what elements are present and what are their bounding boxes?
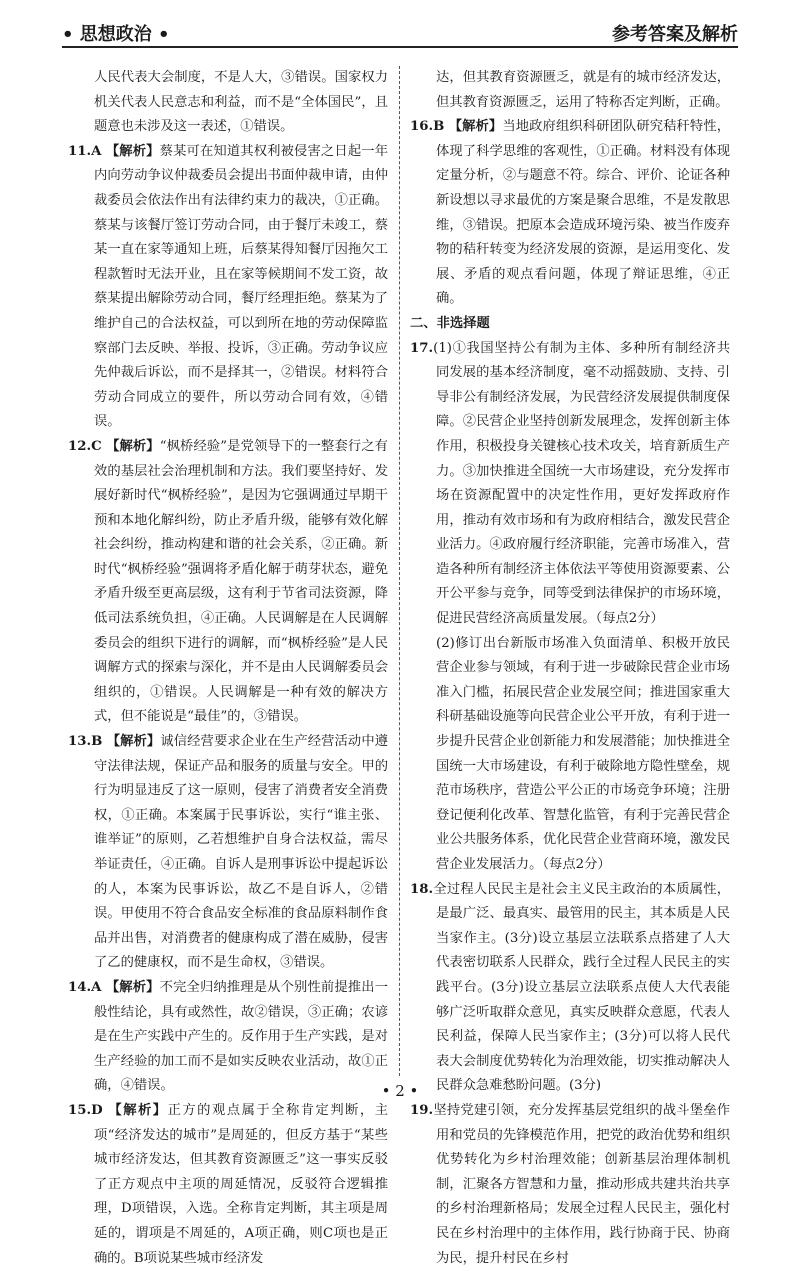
answer-text: 全过程人民民主是社会主义民主政治的本质属性，是最广泛、最真实、最管用的民主，其本质是人民当家作主。(3分)设立基层立法联系点搭建了人大代表密切联系人民群众，践行全过程人民民主的实践平台。(3分)设立基层立法联系点使人大代表能够广泛听取群众意见，真实反映群众意愿，代表人民利益，保障人民当家作主；(3分)可以将人民代表大会制度优势转化为治理效能，切实推动解决人民群众急难愁盼问题。(3分)	[433, 881, 730, 1094]
analysis-tag: 【解析】	[105, 979, 160, 995]
answer-number: 15.	[68, 1102, 92, 1118]
answer-text: 诚信经营要求企业在生产经营活动中遵守法律法规，保证产品和服务的质量与安全。甲的行为明显违反了这一原则，侵害了消费者安全消费权，①正确。本案属于民事诉讼，实行“谁主张、谁举证”的原则，乙若想维护自身合法权益，需尽举证责任，④正确。自诉人是刑事诉讼中提起诉讼的人，本案为民事诉讼，故乙不是自诉人，②错误。甲使用不符合食品安全标准的食品原料制作食品并出售，对消费者的健康构成了潜在威胁，侵害了乙的健康权，而不是生命权，③错误。	[94, 734, 389, 971]
answer-choice: B	[91, 734, 103, 750]
answer-choice: A	[91, 979, 102, 995]
header-title: 参考答案及解析	[612, 24, 738, 45]
answer-number: 13.	[68, 734, 92, 750]
answer-number: 17.	[410, 340, 434, 356]
analysis-tag: 【解析】	[106, 438, 160, 454]
answer-text: 蔡某可在知道其权利被侵害之日起一年内向劳动争议仲裁委员会提出书面仲裁申请，由仲裁委员会依法作出有法律约束力的裁决，①正确。蔡某与该餐厅签订劳动合同，由于餐厅未竣工，蔡某一直在家等通知上班，后蔡某得知餐厅因拖欠工程款暂时无法开业，且在家等候期间不发工资，故蔡某提出解除劳动合同，餐厅经理拒绝。蔡某为了维护自己的合法权益，可以到所在地的劳动保障监察部门去反映、举报、投诉，③正确。劳动争议应先仲裁后诉讼，而不是择其一，②错误。材料符合劳动合同成立的要件，所以劳动合同有效，④错误。	[94, 143, 389, 430]
answer-number: 19.	[410, 1102, 434, 1118]
section-title: 二、非选择题	[410, 315, 490, 331]
answer-16	[410, 115, 730, 312]
answer-choice: D	[91, 1102, 103, 1118]
answer-number: 12.	[68, 438, 92, 454]
carryover-text: 达，但其教育资源匮乏，就是有的城市经济发达，但其教育资源匮乏，运用了特称否定判断，正确。	[436, 70, 730, 110]
column-divider	[399, 66, 400, 1076]
answer-text: 当地政府组织科研团队研究秸秆特性，体现了科学思维的客观性，①正确。材料没有体现定量分析，②与题意不符。综合、评价、论证各种新设想以寻求最优的方案是聚合思维，不是发散思维，③错误。把原本会造成环境污染、被当作废弃物的秸秆转变为经济发展的资源，是运用变化、发展、矛盾的观点看问题，体现了辩证思维，④正确。	[436, 119, 731, 307]
answer-number: 18.	[410, 881, 434, 897]
answer-18	[410, 878, 730, 1099]
left-column	[68, 66, 389, 1266]
page-number: • 2 •	[381, 1082, 419, 1100]
page-header	[62, 14, 738, 48]
answer-11	[68, 140, 388, 435]
subject-label: • 思想政治 •	[62, 24, 170, 45]
answer-number: 11.	[68, 143, 92, 159]
answer-text: (1)①我国坚持公有制为主体、多种所有制经济共同发展的基本经济制度，毫不动摇鼓励、支持、引导非公有制经济发展，为民营经济发展提供制度保障。②民营企业坚持创新发展理念，发挥创新主体作用，积极投身关键核心技术攻关，培育新质生产力。③加快推进全国统一大市场建设，充分发挥市场在资源配置中的决定性作用，更好发挥政府作用，推动有效市场和有为政府相结合，激发民营企业活力。④政府履行经济职能，完善市场准入，营造各种所有制经济主体依法平等使用资源要素、公开公平参与竞争，同等受到法律保护的市场环境，促进民营经济高质量发展。（每点2分）	[433, 340, 730, 627]
analysis-tag: 【解析】	[448, 119, 503, 135]
answer-text: 不完全归纳推理是从个别性前提推出一般性结论，具有或然性，故②错误，③正确；农谚是在生产实践中产生的。反作用于生产实践，是对生产经验的加工而不是如实反映农业活动，故①正确，④错误。	[94, 979, 389, 1094]
analysis-tag: 【解析】	[106, 734, 161, 750]
answer-17-part2: (2)修订出台新版市场准入负面清单、积极开放民营企业参与领域，有利于进一步破除民营企业市场准入门槛，拓展民营企业发展空间；推进国家重大科研基础设施等向民营企业公平开放，有利于进一步提升民营企业创新能力和发展潜能；加快推进全国统一大市场建设，有利于破除地方隐性壁垒，规范市场秩序，营造公平公正的市场竞争环境；注册登记便利化改革、智慧化监管，有利于完善民营企业公共服务体系，优化民营企业营商环境，激发民营企业发展活力。（每点2分）	[436, 635, 730, 872]
answer-choice: A	[91, 143, 102, 159]
answer-text: 正方的观点属于全称肯定判断，主项“经济发达的城市”是周延的，但反方基于“某些城市经济发达，但其教育资源匮乏”这一事实反驳了正方观点中主项的周延情况，反驳符合逻辑推理，D项错误，入选。全称肯定判断，其主项是周延的，谓项是不周延的，A项正确，则C项也是正确的。B项说某些城市经济发	[94, 1102, 389, 1266]
answer-text: 坚持党建引领，充分发挥基层党组织的战斗堡垒作用和党员的先锋模范作用，把党的政治优势和组织优势转化为乡村治理效能；创新基层治理体制机制，汇聚各方智慧和力量，推动形成共建共治共享的乡村治理新格局；发展全过程人民民主，强化村民在乡村治理中的主体作用，践行协商于民、协商为民，提升村民在乡村	[433, 1102, 730, 1266]
header-rule	[62, 46, 738, 48]
answer-text: “枫桥经验”是党领导下的一整套行之有效的基层社会治理机制和方法。我们要坚持好、发展好新时代“枫桥经验”，是因为它强调通过早期干预和本地化解纠纷，防止矛盾升级，能够有效化解社会纠纷，推动构建和谐的社会关系，②正确。新时代“枫桥经验”强调将矛盾化解于萌芽状态，避免矛盾升级至更高层级，这有利于节省司法资源，降低司法系统负担，④正确。人民调解是在人民调解委员会的组织下进行的调解，而“枫桥经验”是人民调解方式的探索与深化，并不是由人民调解委员会组织的，①错误。人民调解是一种有效的解决方式，但不能说是“最佳”的，③错误。	[94, 438, 388, 725]
carryover-text: 人民代表大会制度，不是人大，③错误。国家权力机关代表人民意志和利益，而不是“全体国民”，且题意也未涉及这一表述，①错误。	[94, 70, 388, 135]
answer-13	[68, 730, 388, 976]
answer-19	[410, 1099, 730, 1271]
answer-choice: C	[91, 438, 102, 454]
answer-number: 14.	[68, 979, 92, 995]
answer-number: 16.	[410, 119, 434, 135]
right-column	[410, 66, 731, 1266]
answer-14	[68, 976, 388, 1099]
analysis-tag: 【解析】	[108, 1102, 168, 1118]
answer-15	[68, 1099, 388, 1271]
analysis-tag: 【解析】	[105, 143, 160, 159]
answer-choice: B	[433, 119, 445, 135]
answer-17-part1	[410, 337, 730, 632]
answer-12	[68, 435, 388, 730]
